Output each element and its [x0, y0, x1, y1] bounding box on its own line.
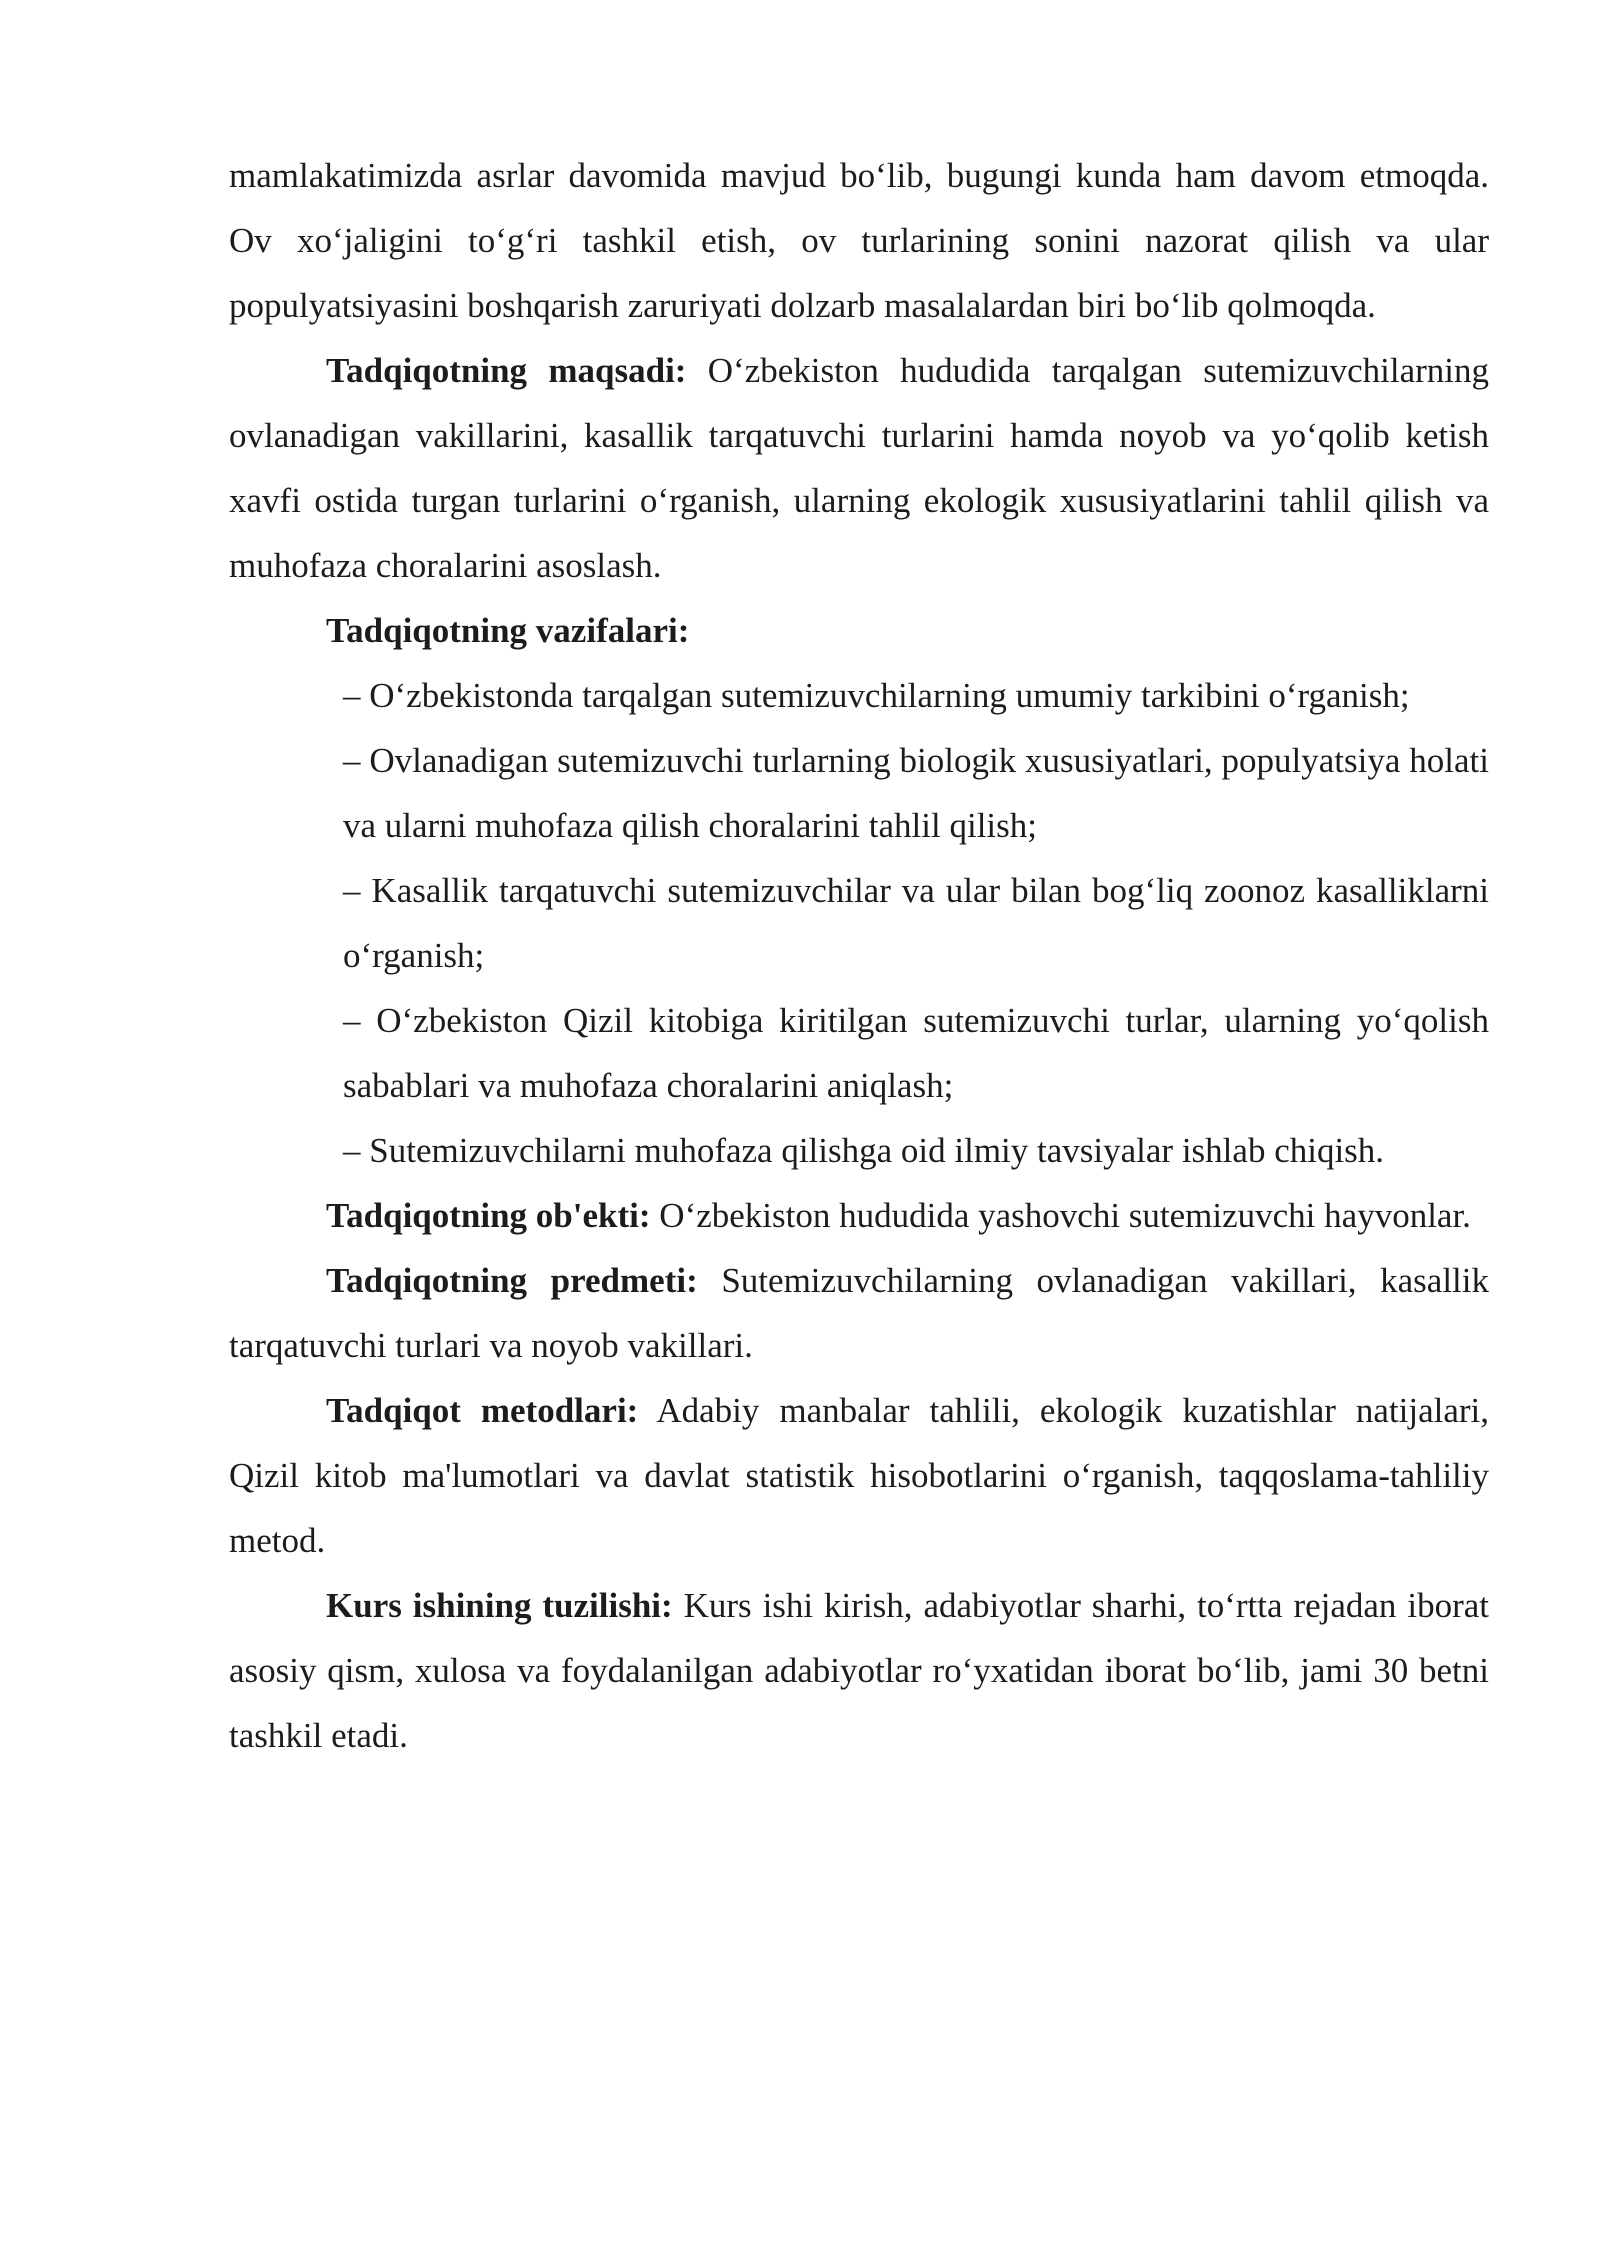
structure-label: Kurs ishining tuzilishi: [326, 1586, 673, 1625]
list-item: – Sutemizuvchilarni muhofaza qilishga oid ilmiy tavsiyalar ishlab chiqish. [343, 1131, 1385, 1170]
goal-paragraph [229, 338, 1489, 598]
intro-paragraph [229, 143, 1489, 338]
structure-text: Kurs ishi kirish, adabiyotlar sharhi, to‘rtta rejadan iborat asosiy qism, xulosa va foydalanilgan adabiyotlar ro‘yxatidan iborat bo‘lib, jami 30 betni tashkil etadi. [229, 1586, 1489, 1755]
list-item: – Kasallik tarqatuvchi sutemizuvchilar va ular bilan bog‘liq zoonoz kasalliklarni o‘rganish; [343, 871, 1489, 975]
object-text: O‘zbekiston hududida yashovchi sutemizuvchi hayvonlar. [650, 1196, 1471, 1235]
tasks-label: Tadqiqotning vazifalari: [326, 611, 690, 650]
tasks-list [229, 663, 1489, 1183]
structure-paragraph [229, 1573, 1489, 1768]
subject-text: Sutemizuvchilarning ovlanadigan vakillari, kasallik tarqatuvchi turlari va noyob vakillari. [229, 1261, 1490, 1365]
list-item: – O‘zbekiston Qizil kitobiga kiritilgan sutemizuvchi turlar, ularning yo‘qolish sabablari va muhofaza choralarini aniqlash; [343, 1001, 1489, 1105]
list-item: – Ovlanadigan sutemizuvchi turlarning biologik xususiyatlari, populyatsiya holati va ularni muhofaza qilish choralarini tahlil qilish; [343, 741, 1489, 845]
goal-label: Tadqiqotning maqsadi: [326, 351, 687, 390]
list-item: – O‘zbekistonda tarqalgan sutemizuvchilarning umumiy tarkibini o‘rganish; [343, 676, 1410, 715]
tasks-heading-paragraph [229, 598, 1489, 663]
subject-paragraph [229, 1248, 1489, 1378]
intro-text: mamlakatimizda asrlar davomida mavjud bo‘lib, bugungi kunda ham davom etmoqda. Ov xo‘jaligini to‘g‘ri tashkil etish, ov turlarining sonini nazorat qilish va ular populyatsiyasini boshqarish zaruriyati dolzarb masalalardan biri bo‘lib qolmoqda. [229, 156, 1489, 325]
goal-text: O‘zbekiston hududida tarqalgan sutemizuvchilarning ovlanadigan vakillarini, kasallik tarqatuvchi turlarini hamda noyob va yo‘qolib ketish xavfi ostida turgan turlarini o‘rganish, ularning ekologik xususiyatlarini tahlil qilish va muhofaza choralarini asoslash. [229, 351, 1490, 585]
document-page [229, 143, 1489, 1768]
subject-label: Tadqiqotning predmeti: [326, 1261, 698, 1300]
methods-label: Tadqiqot metodlari: [326, 1391, 639, 1430]
methods-paragraph [229, 1378, 1489, 1573]
methods-text: Adabiy manbalar tahlili, ekologik kuzatishlar natijalari, Qizil kitob ma'lumotlari va davlat statistik hisobotlarini o‘rganish, taqqoslama-tahliliy metod. [229, 1391, 1489, 1560]
object-label: Tadqiqotning ob'ekti: [326, 1196, 651, 1235]
object-paragraph [229, 1183, 1489, 1248]
